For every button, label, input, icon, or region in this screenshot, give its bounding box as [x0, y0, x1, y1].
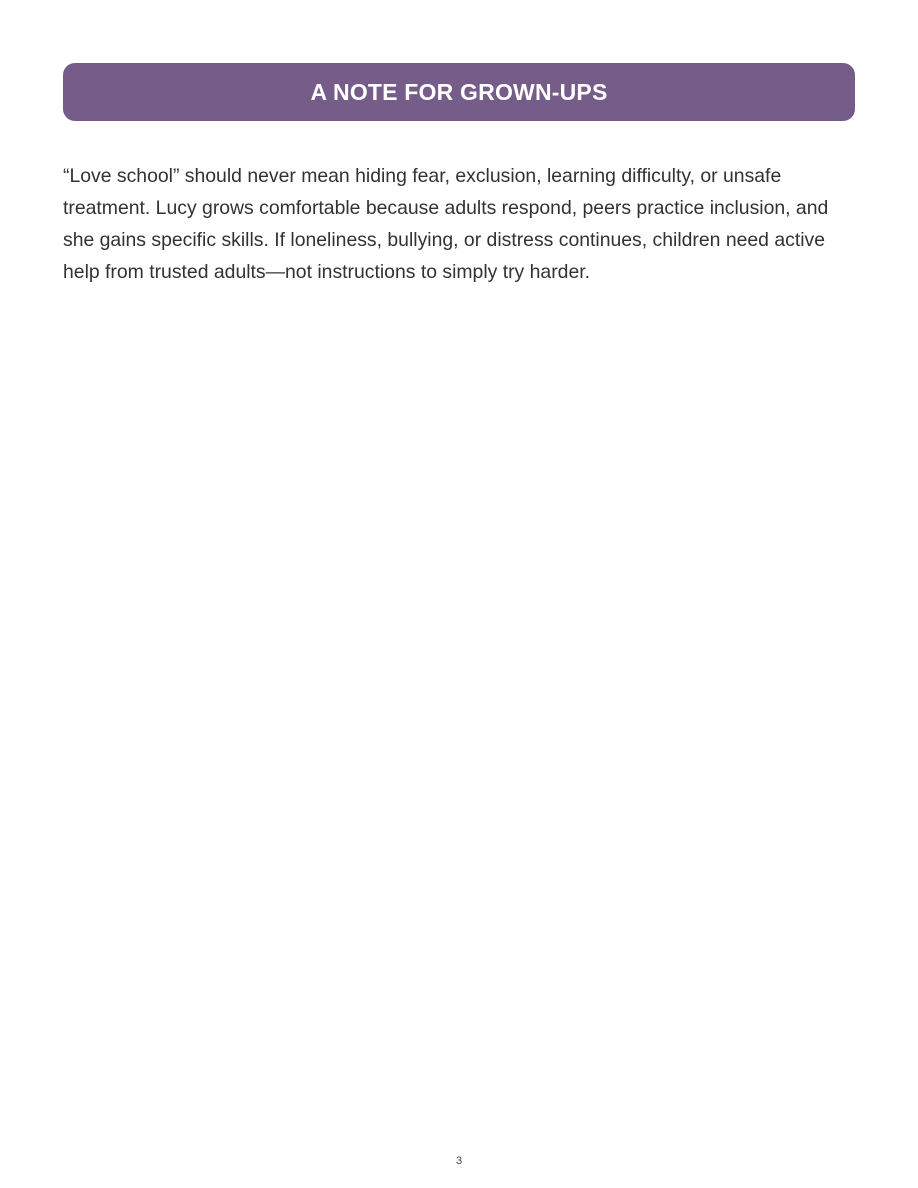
section-banner — [63, 63, 855, 121]
section-heading: A NOTE FOR GROWN-UPS — [310, 78, 608, 105]
body-paragraph: “Love school” should never mean hiding fear, exclusion, learning difficulty, or unsafe treatment. Lucy grows comfortable because adults respond, peers practice inclusion, and she gains specific skills. If loneliness, bullying, or distress continues, children need active help from trusted adults—not instructions to simply try harder. — [63, 165, 829, 283]
page-number: 3 — [455, 1155, 463, 1167]
